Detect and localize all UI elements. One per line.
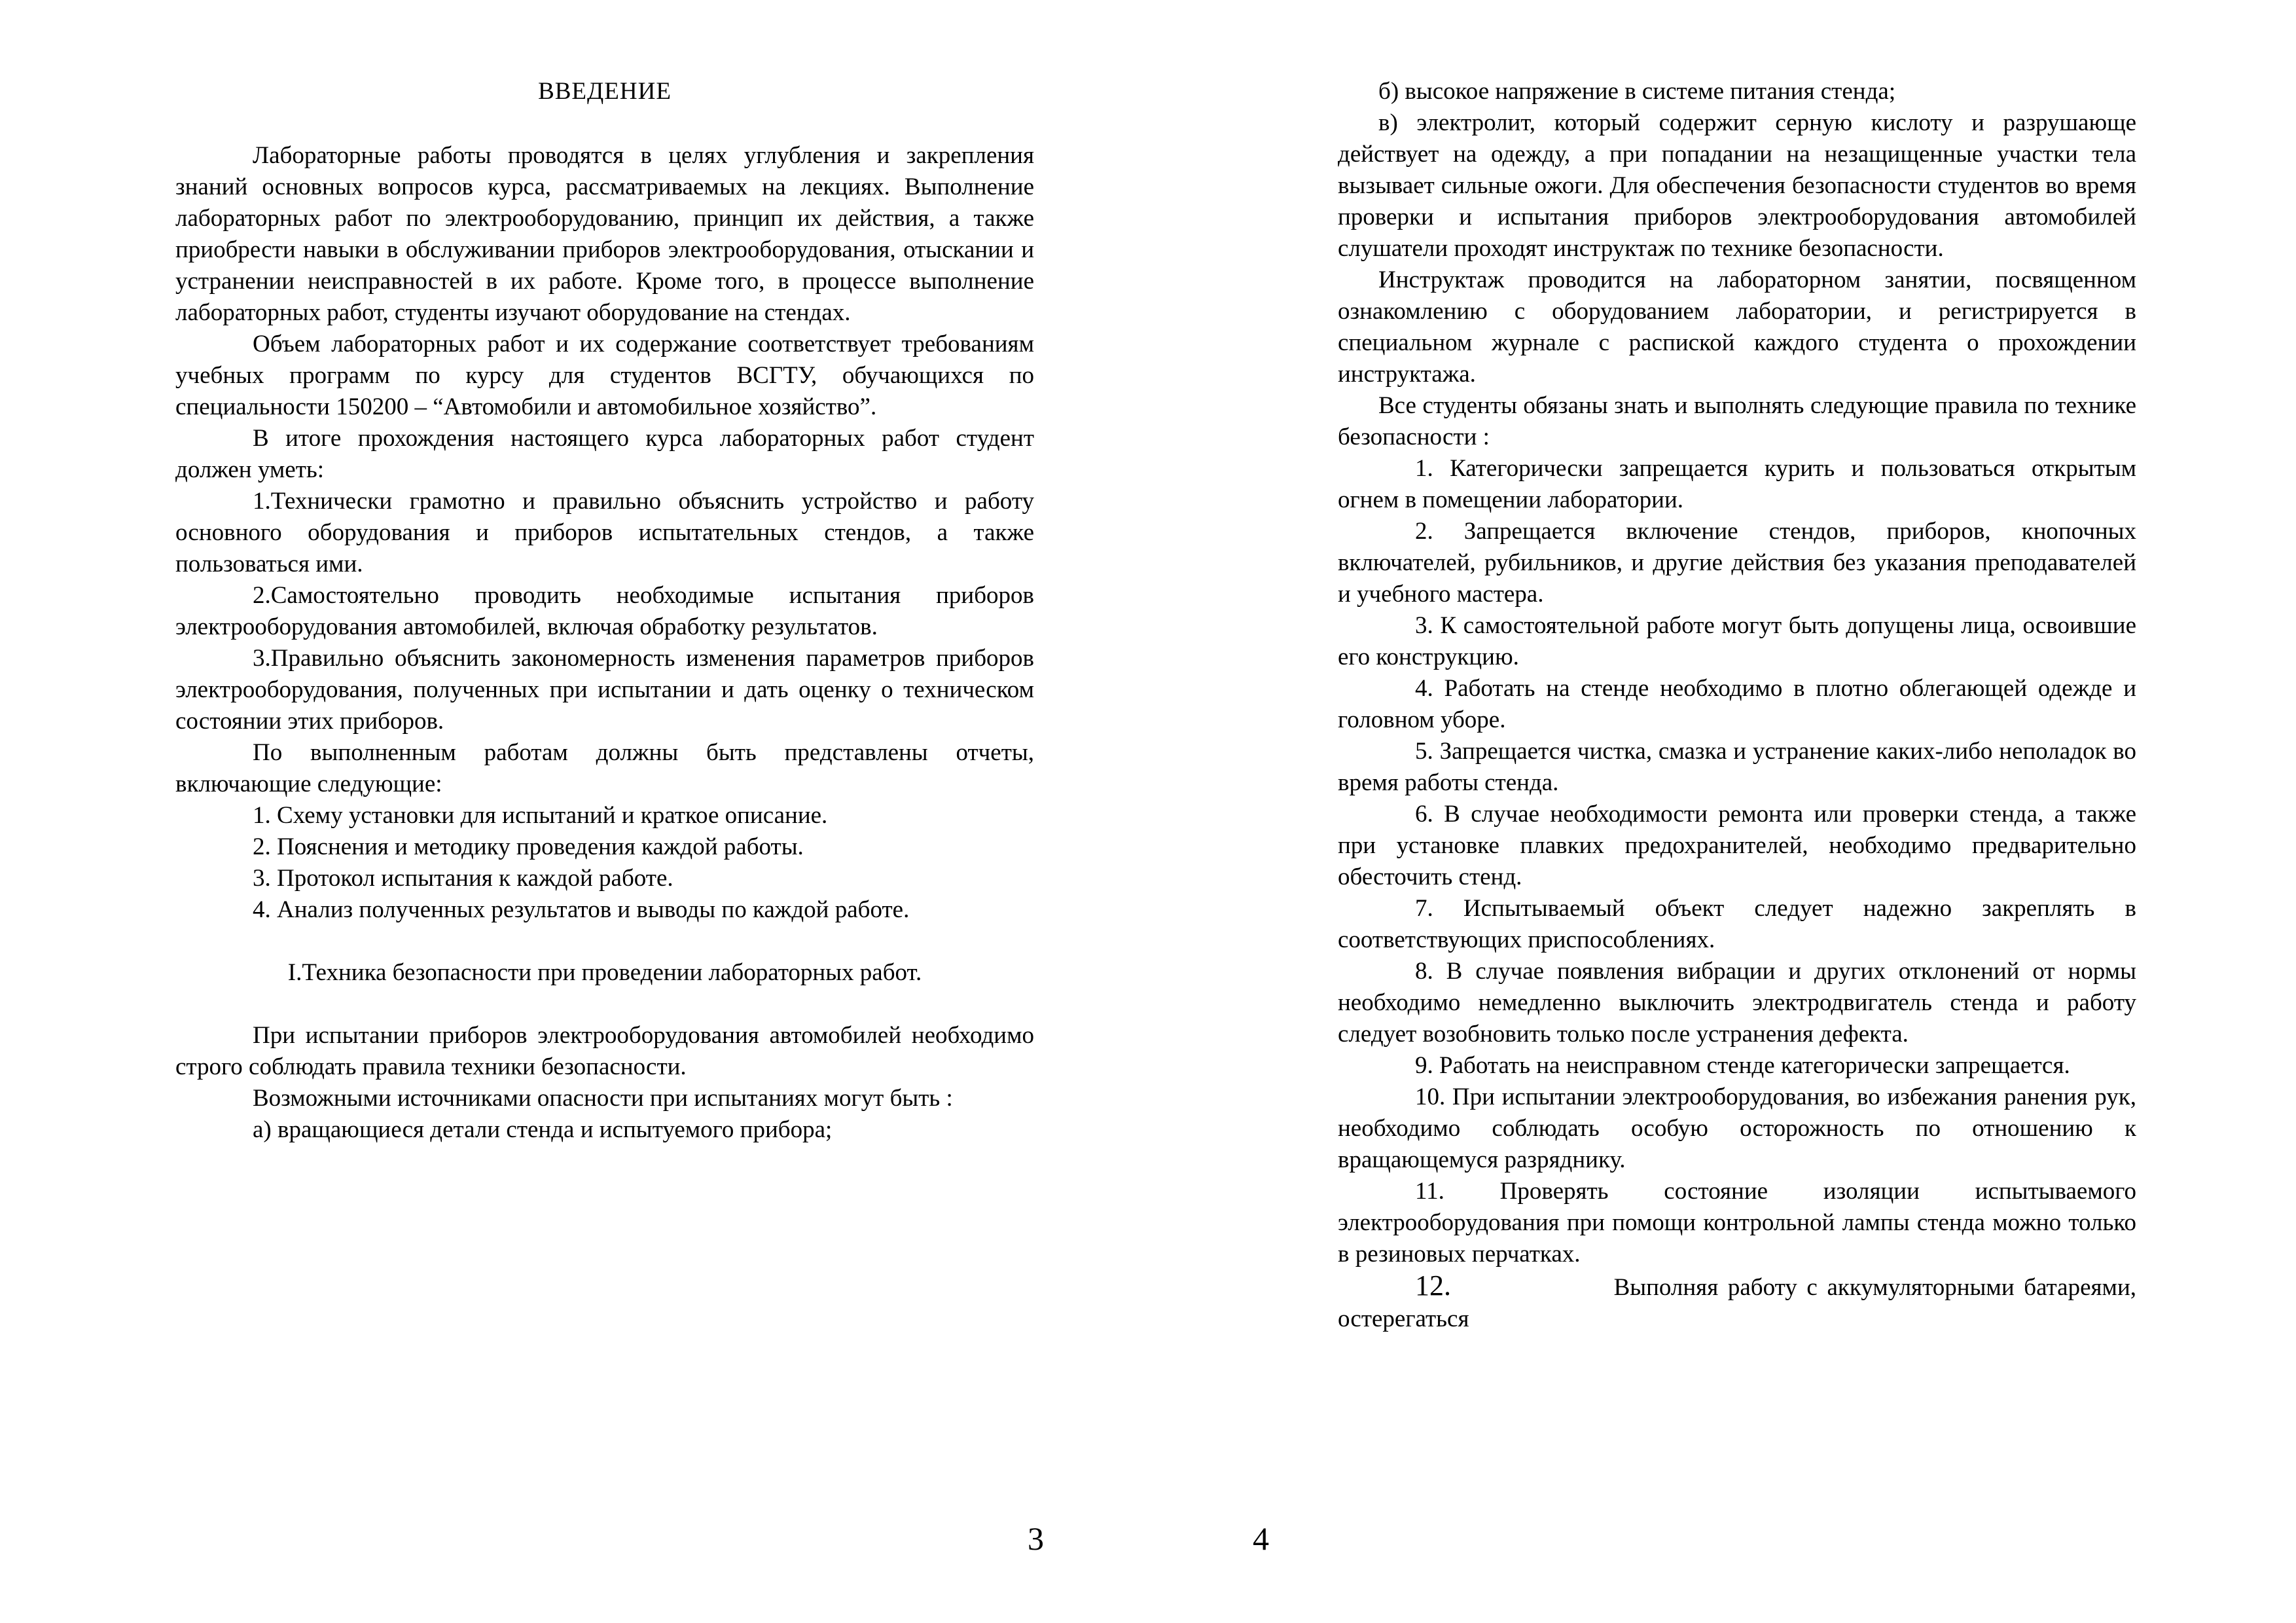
reports-intro-paragraph: По выполненным работам должны быть представлены отчеты, включающие следующие:: [175, 739, 1034, 797]
hazard-item: б) высокое напряжение в системе питания стенда;: [1378, 78, 1896, 105]
rule-item: 7. Испытываемый объект следует надежно закреплять в соответствующих приспособлениях.: [1338, 895, 2136, 953]
rule-item: 10. При испытании электрооборудования, во избежания ранения рук, необходимо соблюдать особую осторожность по отношению к вращающемуся разряднику.: [1338, 1084, 2136, 1173]
hazard-item: в) электролит, который содержит серную кислоту и разрушающе действует на одежду, а при попадании на незащищенные участки тела вызывает сильные ожоги. Для обеспечения безопасности студентов во время проверки и испытания приборов электрооборудования автомобилей слушатели проходят инструктаж по технике безопасности.: [1338, 109, 2136, 262]
instruction-paragraph: Инструктаж проводится на лабораторном занятии, посвященном ознакомлению с оборудованием лаборатории, и регистрируется в специальном журнале с распиской каждого студента о прохождении инструктажа.: [1338, 266, 2136, 388]
rule-12-text: Выполняя работу с аккумуляторными батареями, остерегаться: [1338, 1274, 2136, 1332]
program-paragraph: Объем лабораторных работ и их содержание соответствует требованиям учебных программ по курсу для студентов ВСГТУ, обучающихся по специальности 150200 – “Автомобили и автомобильное хозяйство”.: [175, 331, 1034, 420]
rule-item: 4. Работать на стенде необходимо в плотно облегающей одежде и головном уборе.: [1338, 675, 2136, 733]
page-number: 3: [1028, 1520, 1044, 1557]
rule-item: 9. Работать на неисправном стенде категорически запрещается.: [1415, 1052, 2070, 1079]
rule-item: 11. Проверять состояние изоляции испытываемого электрооборудования при помощи контрольной лампы стенда можно только в резиновых перчатках.: [1338, 1178, 2136, 1267]
page-number: 4: [1253, 1520, 1269, 1557]
hazards-intro-paragraph: Возможными источниками опасности при испытаниях могут быть :: [253, 1085, 953, 1112]
rule-item: 1. Категорически запрещается курить и пользоваться открытым огнем в помещении лаборатории.: [1338, 455, 2136, 513]
right-page: [1148, 0, 2296, 1623]
skill-item: 2.Самостоятельно проводить необходимые испытания приборов электрооборудования автомобилей, включая обработку результатов.: [175, 582, 1034, 640]
rule-item: 2. Запрещается включение стендов, приборов, кнопочных включателей, рубильников, и другие действия без указания преподавателей и учебного мастера.: [1338, 518, 2136, 608]
report-item: 2. Пояснения и методику проведения каждой работы.: [253, 833, 804, 860]
report-item: 3. Протокол испытания к каждой работе.: [253, 865, 673, 892]
rule-item: 6. В случае необходимости ремонта или проверки стенда, а также при установке плавких предохранителей, необходимо предварительно обесточить стенд.: [1338, 801, 2136, 890]
report-item: 4. Анализ полученных результатов и выводы по каждой работе.: [253, 896, 910, 923]
left-column: [175, 76, 1034, 1146]
rules-intro-paragraph: Все студенты обязаны знать и выполнять следующие правила по технике безопасности :: [1338, 392, 2136, 450]
rule-item-12: [1338, 1270, 2136, 1335]
intro-paragraph: Лабораторные работы проводятся в целях углубления и закрепления знаний основных вопросов курса, рассматриваемых на лекциях. Выполнение лабораторных работ по электрооборудованию, принцип их действия, а также приобрести навыки в обслуживании приборов электрооборудования, отыскании и устранении неисправностей в их работе. Кроме того, в процессе выполнение лабораторных работ, студенты изучают оборудование на стендах.: [175, 142, 1034, 326]
skill-item: 1.Технически грамотно и правильно объяснить устройство и работу основного оборудования и приборов испытательных стендов, а также пользоваться ими.: [175, 488, 1034, 577]
hazard-item: а) вращающиеся детали стенда и испытуемого прибора;: [253, 1116, 833, 1143]
rule-item: 5. Запрещается чистка, смазка и устранение каких-либо неполадок во время работы стенда.: [1338, 738, 2136, 796]
section-heading: I.Техника безопасности при проведении лабораторных работ.: [287, 959, 922, 986]
rule-item: 3. К самостоятельной работе могут быть допущены лица, освоившие его конструкцию.: [1338, 612, 2136, 670]
rule-12-number: 12.: [1415, 1269, 1451, 1302]
right-column: [1338, 76, 2136, 1335]
skill-item: 3.Правильно объяснить закономерность изменения параметров приборов электрооборудования, полученных при испытании и дать оценку о техническом состоянии этих приборов.: [175, 645, 1034, 735]
page-title: ВВЕДЕНИЕ: [538, 78, 672, 105]
safety-paragraph: При испытании приборов электрооборудования автомобилей необходимо строго соблюдать правила техники безопасности.: [175, 1022, 1034, 1080]
rule-item: 8. В случае появления вибрации и других отклонений от нормы необходимо немедленно выключить электродвигатель стенда и работу следует возобновить только после устранения дефекта.: [1338, 958, 2136, 1048]
skills-intro-paragraph: В итоге прохождения настоящего курса лабораторных работ студент должен уметь:: [175, 425, 1034, 483]
report-item: 1. Схему установки для испытаний и краткое описание.: [253, 802, 828, 829]
